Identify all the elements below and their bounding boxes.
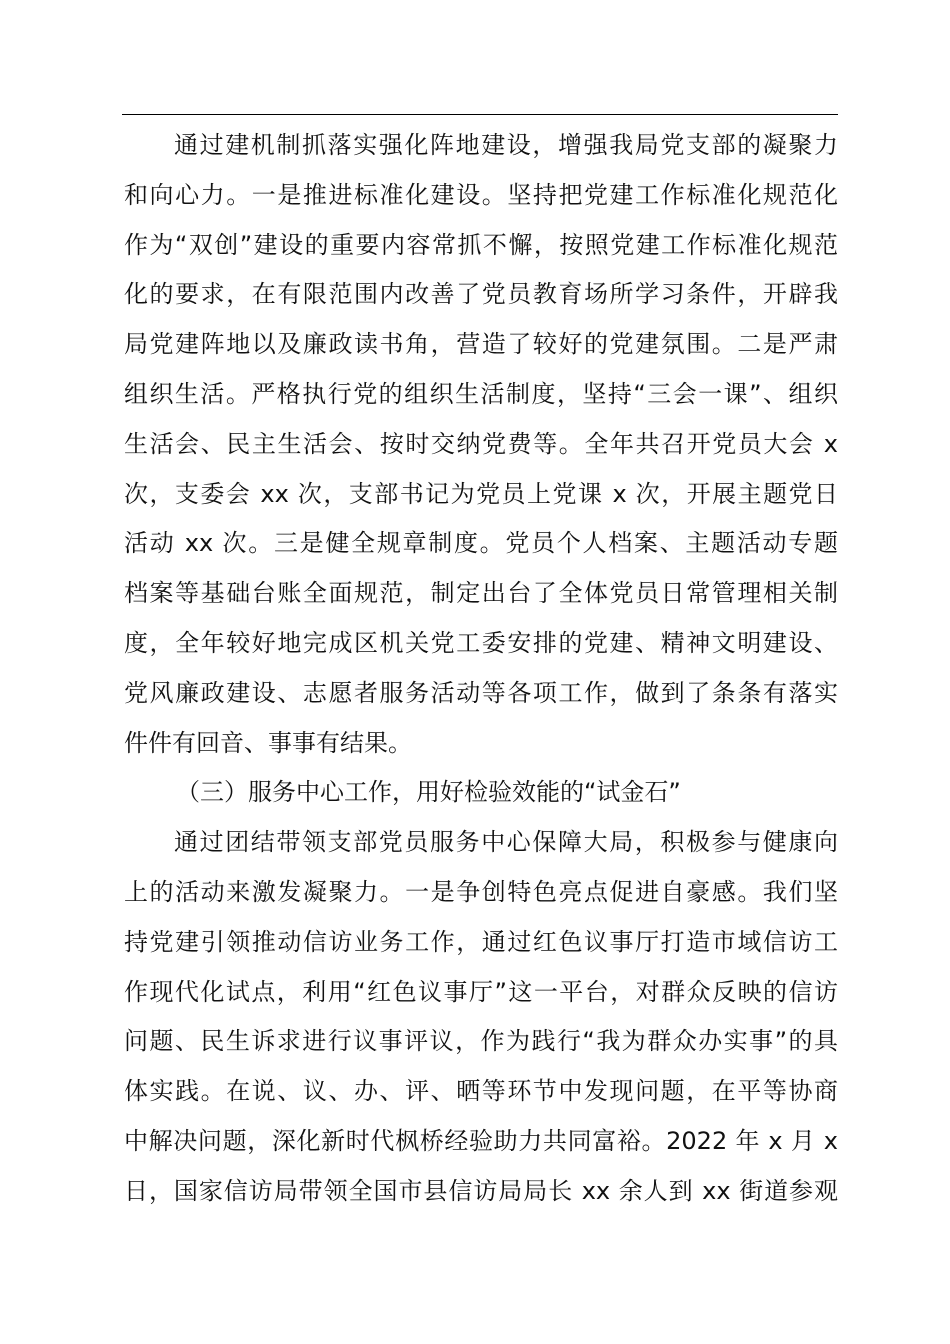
header-rule bbox=[122, 114, 838, 115]
paragraph-line: 件件有回音、事事有结果。 bbox=[124, 728, 412, 757]
paragraph-line: 局党建阵地以及廉政读书角，营造了较好的党建氛围。二是严肃 bbox=[124, 330, 838, 359]
paragraph-line: 体实践。在说、议、办、评、晒等环节中发现问题，在平等协商 bbox=[124, 1077, 838, 1106]
paragraph-line: 度，全年较好地完成区机关党工委安排的党建、精神文明建设、 bbox=[124, 628, 838, 657]
paragraph-line: 日，国家信访局带领全国市县信访局局长 xx 余人到 xx 街道参观 bbox=[124, 1176, 838, 1205]
paragraph-line: 和向心力。一是推进标准化建设。坚持把党建工作标准化规范化 bbox=[124, 180, 838, 209]
paragraph-line: 作为“双创”建设的重要内容常抓不懈，按照党建工作标准化规范 bbox=[124, 230, 838, 259]
paragraph-line: 档案等基础台账全面规范，制定出台了全体党员日常管理相关制 bbox=[124, 579, 838, 608]
paragraph-line: 活动 xx 次。三是健全规章制度。党员个人档案、主题活动专题 bbox=[124, 529, 838, 558]
paragraph-line: 问题、民生诉求进行议事评议，作为践行“我为群众办实事”的具 bbox=[124, 1027, 838, 1056]
paragraph-line: 次，支委会 xx 次，支部书记为党员上党课 x 次，开展主题党日 bbox=[124, 479, 838, 508]
paragraph-line: 组织生活。严格执行党的组织生活制度，坚持“三会一课”、组织 bbox=[124, 379, 838, 408]
paragraph-line: 持党建引领推动信访业务工作，通过红色议事厅打造市域信访工 bbox=[124, 927, 838, 956]
paragraph-line: 化的要求，在有限范围内改善了党员教育场所学习条件，开辟我 bbox=[124, 280, 838, 309]
paragraph-line: 通过团结带领支部党员服务中心保障大局，积极参与健康向 bbox=[174, 828, 838, 857]
paragraph-line: 上的活动来激发凝聚力。一是争创特色亮点促进自豪感。我们坚 bbox=[124, 877, 838, 906]
paragraph-line: 生活会、民主生活会、按时交纳党费等。全年共召开党员大会 x bbox=[124, 429, 838, 458]
document-body bbox=[124, 121, 838, 1217]
section-heading: （三）服务中心工作，用好检验效能的“试金石” bbox=[176, 778, 681, 807]
paragraph-line: 中解决问题，深化新时代枫桥经验助力共同富裕。2022 年 x 月 x bbox=[124, 1126, 838, 1155]
paragraph-line: 通过建机制抓落实强化阵地建设，增强我局党支部的凝聚力 bbox=[174, 131, 838, 159]
paragraph-line: 党风廉政建设、志愿者服务活动等各项工作，做到了条条有落实 bbox=[124, 678, 838, 707]
paragraph-line: 作现代化试点，利用“红色议事厅”这一平台，对群众反映的信访 bbox=[124, 977, 838, 1006]
